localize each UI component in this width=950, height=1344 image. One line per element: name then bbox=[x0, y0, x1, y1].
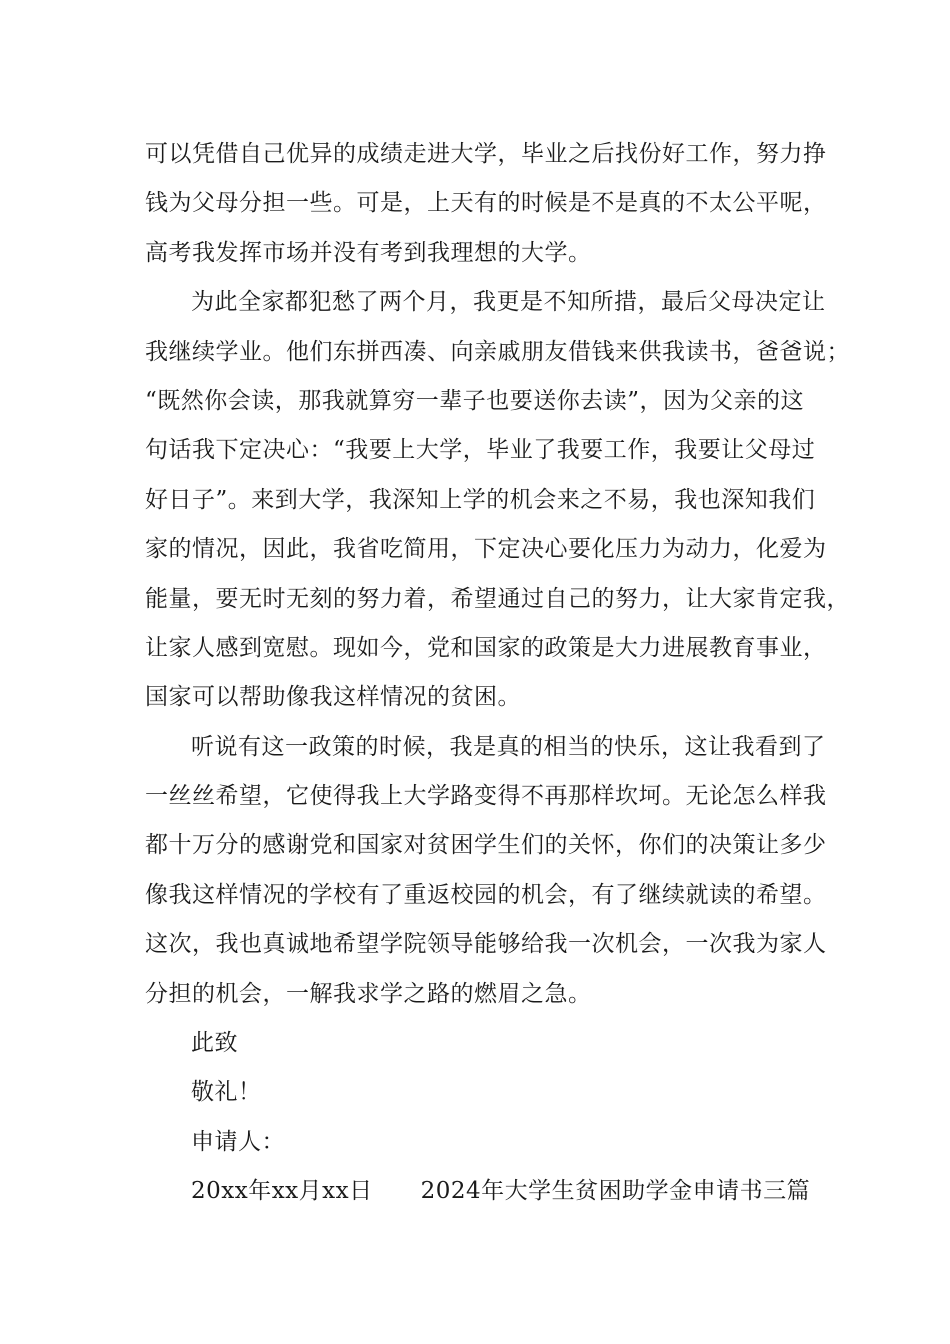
text-line: 这次，我也真诚地希望学院领导能够给我一次机会，一次我为家人 bbox=[145, 931, 827, 958]
text-line: 好日子”。来到大学，我深知上学的机会来之不易，我也深知我们 bbox=[145, 486, 816, 513]
paragraph-start-line: 为此全家都犯愁了两个月，我更是不知所措，最后父母决定让 bbox=[191, 289, 826, 316]
text-line: 家的情况，因此，我省吃简用，下定决心要化压力为动力，化爱为 bbox=[145, 536, 827, 563]
text-line: 一丝丝希望，它使得我上大学路变得不再那样坎坷。无论怎么样我 bbox=[145, 783, 827, 810]
closing-regards: 敬礼！ bbox=[191, 1079, 262, 1106]
text-line: 高考我发挥市场并没有考到我理想的大学。 bbox=[145, 239, 592, 266]
text-line: 钱为父母分担一些。可是，上天有的时候是不是真的不太公平呢， bbox=[145, 190, 827, 217]
text-line: 分担的机会，一解我求学之路的燃眉之急。 bbox=[145, 980, 592, 1007]
text-line: 能量，要无时无刻的努力着，希望通过自己的努力，让大家肯定我， bbox=[145, 585, 850, 612]
application-date: 20xx年xx月xx日 bbox=[191, 1178, 373, 1205]
paragraph-start-line: 听说有这一政策的时候，我是真的相当的快乐，这让我看到了 bbox=[191, 733, 826, 760]
text-line: 句话我下定决心：“我要上大学，毕业了我要工作，我要让父母过 bbox=[145, 437, 816, 464]
next-document-title: 2024年大学生贫困助学金申请书三篇 bbox=[420, 1178, 811, 1205]
text-line: 我继续学业。他们东拼西凑、向亲戚朋友借钱来供我读书，爸爸说； bbox=[145, 338, 850, 365]
text-line: 可以凭借自己优异的成绩走进大学，毕业之后找份好工作，努力挣 bbox=[145, 141, 827, 167]
letter-body bbox=[145, 130, 850, 1217]
closing-salutation: 此致 bbox=[191, 1030, 238, 1057]
text-line: 都十万分的感谢党和国家对贫困学生们的关怀，你们的决策让多少 bbox=[145, 832, 827, 859]
text-line: 国家可以帮助像我这样情况的贫困。 bbox=[145, 684, 521, 711]
text-line: “既然你会读，那我就算穷一辈子也要送你去读”，因为父亲的这 bbox=[145, 387, 805, 414]
text-line: 让家人感到宽慰。现如今，党和国家的政策是大力进展教育事业， bbox=[145, 634, 827, 661]
text-line: 像我这样情况的学校有了重返校园的机会，有了继续就读的希望。 bbox=[145, 881, 827, 908]
applicant-label: 申请人： bbox=[191, 1128, 285, 1155]
date-line bbox=[145, 1167, 835, 1216]
